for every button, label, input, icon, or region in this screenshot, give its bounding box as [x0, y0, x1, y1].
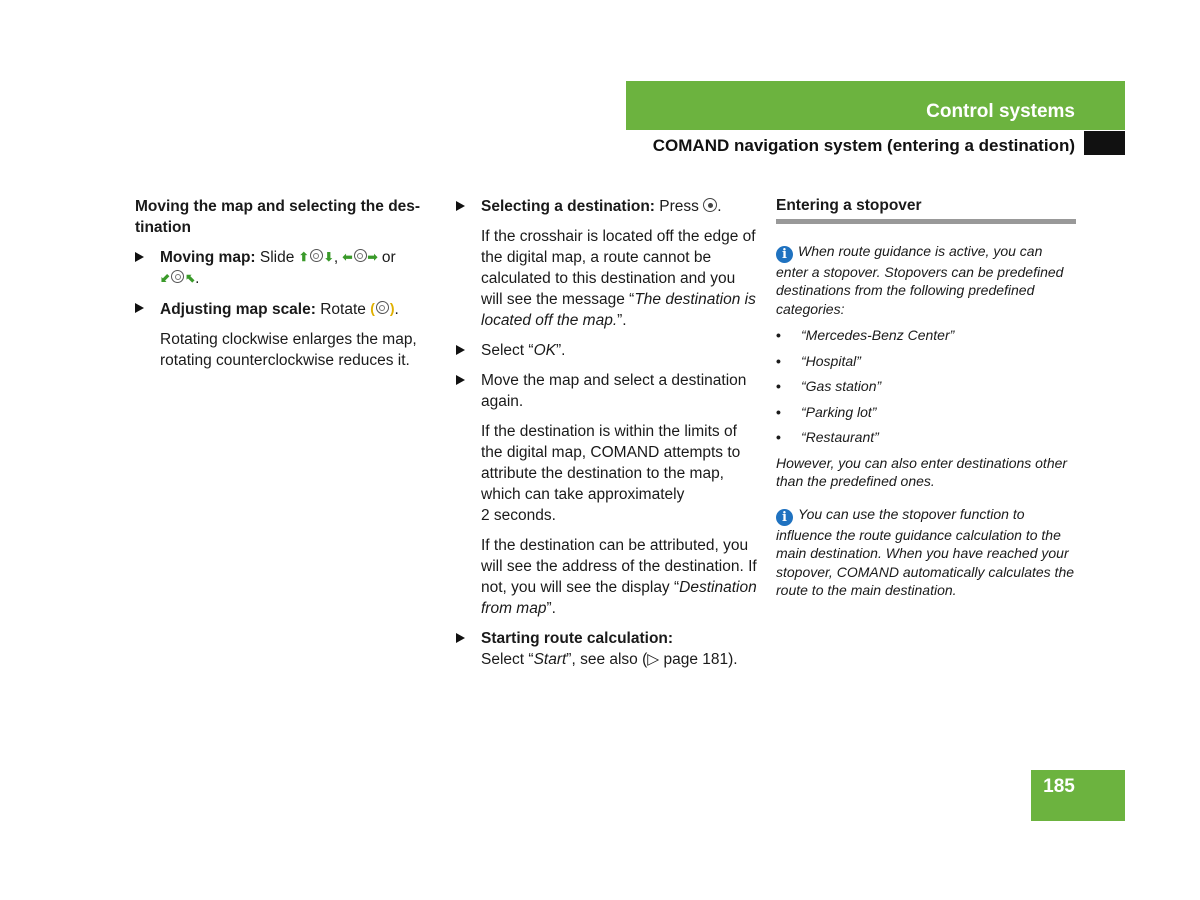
step-select-ok: Select “OK”.	[456, 340, 759, 361]
info-icon: i	[776, 509, 793, 526]
info-icon: i	[776, 246, 793, 263]
however-paragraph: However, you can also enter destinations other than the predefined ones.	[776, 454, 1068, 489]
step-moving-map: Moving map: Slide ⬆ ⬇, ⬅ ➡ or ⬋ ⬉.	[135, 247, 435, 289]
list-item: • “Gas station”	[776, 377, 1076, 396]
rotating-paragraph: Rotating clockwise enlarges the map, rotating counterclockwise reduces it.	[160, 331, 417, 369]
page-subtitle: COMAND navigation system (entering a destination)	[652, 136, 1075, 155]
triangle-bullet-icon	[135, 303, 144, 313]
slide-up-down-controller-icon: ⬆ ⬇	[298, 250, 334, 264]
list-item: • “Restaurant”	[776, 428, 1076, 447]
stopover-note: i When route guidance is active, you can enter a stopover. Stopovers can be predefined destinations from the following predefined categories:	[776, 242, 1064, 317]
column-middle	[456, 196, 759, 679]
triangle-bullet-icon	[135, 252, 144, 262]
press-controller-icon	[703, 198, 717, 212]
slide-left-right-controller-icon: ⬅ ➡	[342, 250, 378, 264]
stopover-heading-rule	[776, 196, 1076, 224]
column-left	[135, 196, 435, 380]
step-selecting-destination: Selecting a destination: Press .	[456, 196, 759, 217]
list-item: • “Hospital”	[776, 352, 1076, 371]
step-adjusting-map-scale: Adjusting map scale: Rotate ( ).	[135, 298, 435, 320]
header-black-block	[1084, 131, 1125, 155]
column-right	[776, 196, 1076, 608]
category-list	[776, 326, 1076, 447]
section-title: Control systems	[926, 101, 1075, 122]
attributed-paragraph: If the destination can be attributed, you will see the address of the destination. If not, you will see the display “Destination from map”.	[481, 537, 757, 617]
triangle-bullet-icon	[456, 201, 465, 211]
page-number-box	[1031, 770, 1125, 821]
step-starting-route-calculation: Starting route calculation: Select “Start”, see also (▷ page 181).	[456, 628, 759, 670]
crosshair-paragraph: If the crosshair is located off the edge of the digital map, a route cannot be calculated to this destination and you will see the message “The destination is located off the map.”.	[481, 228, 756, 329]
triangle-bullet-icon	[456, 345, 465, 355]
stopover-heading: Entering a stopover	[776, 197, 922, 214]
rotate-controller-icon: ( )	[370, 300, 395, 316]
triangle-bullet-icon	[456, 633, 465, 643]
list-item: • “Mercedes-Benz Center”	[776, 326, 1076, 345]
triangle-bullet-icon	[456, 375, 465, 385]
slide-diagonal-controller-icon: ⬋ ⬉	[160, 271, 196, 285]
within-limits-paragraph: If the destination is within the limits of the digital map, COMAND attempts to attribute the destination to the map, which can take approximately 2 seconds.	[481, 423, 741, 524]
page-number: 185	[1043, 776, 1075, 797]
section-heading-moving-map: Moving the map and selecting the des- tination	[135, 198, 421, 236]
stopover-function-note: i You can use the stopover function to influence the route guidance calculation to the main destination. When you have reached your stopover, COMAND automatically calculates the route to the main destination.	[776, 505, 1075, 598]
step-move-map-again: Move the map and select a destination again.	[456, 370, 759, 412]
list-item: • “Parking lot”	[776, 403, 1076, 422]
